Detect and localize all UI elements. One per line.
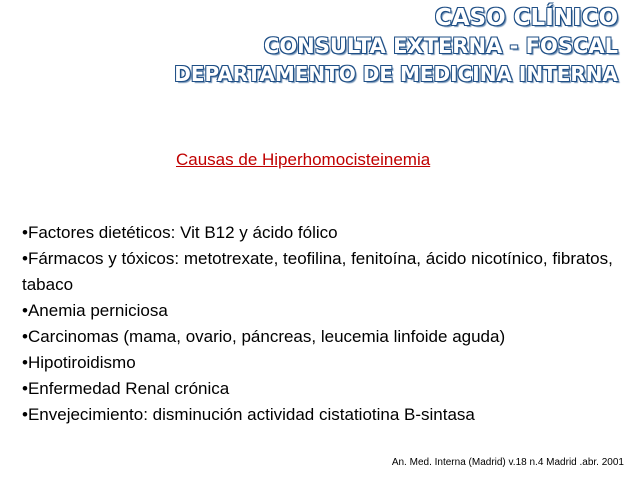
- slide-header: [174, 4, 618, 88]
- header-title-consult: CONSULTA EXTERNA - FOSCAL: [263, 34, 618, 58]
- bullet-item: •Enfermedad Renal crónica: [22, 379, 230, 398]
- bullet-item: •Carcinomas (mama, ovario, páncreas, leucemia linfoide aguda): [22, 327, 506, 346]
- bullet-item: •Factores dietéticos: Vit B12 y ácido fólico: [22, 223, 338, 242]
- bullet-item: •Hipotiroidismo: [22, 353, 136, 372]
- bullet-item: •Envejecimiento: disminución actividad cistatiotina B-sintasa: [22, 405, 475, 424]
- header-title-department: DEPARTAMENTO DE MEDICINA INTERNA: [174, 62, 618, 86]
- header-title-case: CASO CLÍNICO: [434, 5, 618, 31]
- section-title: Causas de Hiperhomocisteinemia: [176, 150, 431, 169]
- bullet-item: •Fármacos y tóxicos: metotrexate, teofilina, fenitoína, ácido nicotínico, fibratos, tabaco: [22, 249, 613, 294]
- bullet-list: [22, 220, 622, 428]
- bullet-item: •Anemia perniciosa: [22, 301, 168, 320]
- citation: An. Med. Interna (Madrid) v.18 n.4 Madrid .abr. 2001: [391, 457, 624, 468]
